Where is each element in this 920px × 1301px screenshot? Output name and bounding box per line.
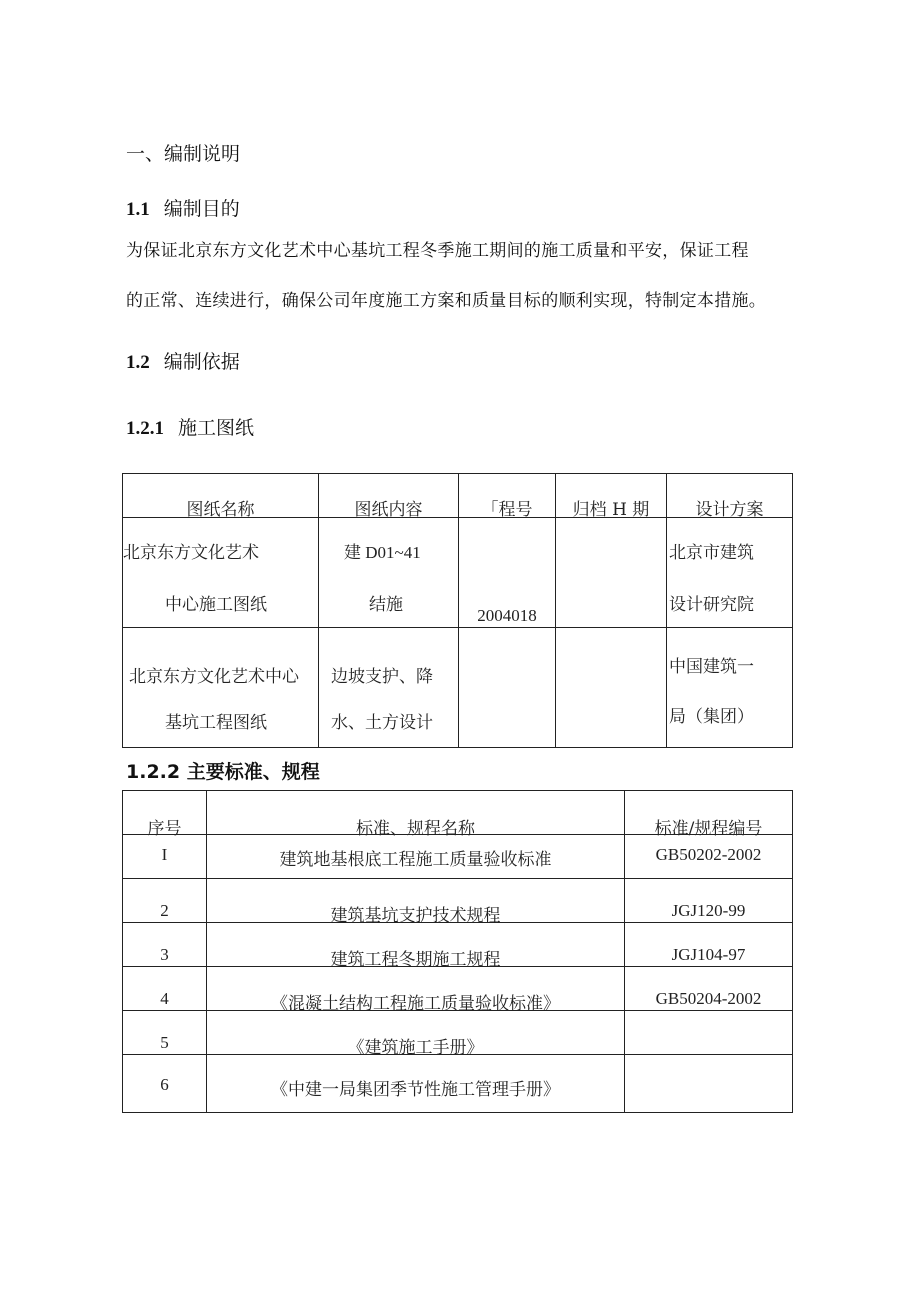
header-cell: 标准/规程编号 xyxy=(625,791,793,835)
section-1-2-heading xyxy=(126,347,240,374)
header-cell: 设计方案 xyxy=(667,474,793,518)
archive-date-cell xyxy=(556,628,667,748)
row-number-cell: I xyxy=(123,835,207,879)
section-title: 编制目的 xyxy=(163,198,240,220)
table-row xyxy=(123,967,793,1011)
table-row xyxy=(123,1055,793,1113)
standards-table xyxy=(122,790,793,1113)
row-number-cell: 5 xyxy=(123,1011,207,1055)
drawing-content-cell: 建 D01~41 结施 xyxy=(319,518,459,628)
header-cell: 序号 xyxy=(123,791,207,835)
project-number-cell xyxy=(459,628,556,748)
designer-cell: 北京市建筑 设计研究院 xyxy=(667,518,793,628)
standard-name-cell: 《中建一局集团季节性施工管理手册》 xyxy=(207,1055,625,1113)
standard-code-cell: GB50202-2002 xyxy=(625,835,793,879)
standard-code-cell: GB50204-2002 xyxy=(625,967,793,1011)
table-row xyxy=(123,518,793,628)
section-number: 1.2.1 xyxy=(126,418,164,439)
table-header-row xyxy=(123,474,793,518)
project-number-cell: 2004018 xyxy=(459,518,556,628)
header-cell: 「程号 xyxy=(459,474,556,518)
standard-name-cell: 《混凝土结构工程施工质量验收标准》 xyxy=(207,967,625,1011)
section-1-2-1-heading xyxy=(126,413,254,440)
drawings-table xyxy=(122,473,793,748)
section-number: 1.2 xyxy=(126,352,150,373)
drawing-name-cell: 北京东方文化艺术中心 基坑工程图纸 xyxy=(123,628,319,748)
purpose-line-1: 为保证北京东方文化艺术中心基坑工程冬季施工期间的施工质量和平安，保证工程 xyxy=(126,241,749,261)
row-number-cell: 3 xyxy=(123,923,207,967)
purpose-line-2: 的正常、连续进行，确保公司年度施工方案和质量目标的顺利实现，特制定本措施。 xyxy=(126,291,767,311)
standard-code-cell xyxy=(625,1011,793,1055)
table-row xyxy=(123,879,793,923)
standard-name-cell: 《建筑施工手册》 xyxy=(207,1011,625,1055)
drawing-name-cell: 北京东方文化艺术 中心施工图纸 xyxy=(123,518,319,628)
header-cell: 归档 H 期 xyxy=(556,474,667,518)
standard-name-cell: 建筑工程冬期施工规程 xyxy=(207,923,625,967)
archive-date-cell xyxy=(556,518,667,628)
standard-name-cell: 建筑地基根底工程施工质量验收标准 xyxy=(207,835,625,879)
row-number-cell: 4 xyxy=(123,967,207,1011)
standard-name-cell: 建筑基坑支护技术规程 xyxy=(207,879,625,923)
section-title: 施工图纸 xyxy=(178,417,255,439)
standard-code-cell: JGJ104-97 xyxy=(625,923,793,967)
designer-cell: 中国建筑一 局（集团） xyxy=(667,628,793,748)
table-row xyxy=(123,835,793,879)
header-cell: 标准、规程名称 xyxy=(207,791,625,835)
row-number-cell: 2 xyxy=(123,879,207,923)
heading-1: 一、编制说明 xyxy=(126,143,241,165)
header-cell: 图纸名称 xyxy=(123,474,319,518)
standard-code-cell: JGJ120-99 xyxy=(625,879,793,923)
row-number-cell: 6 xyxy=(123,1055,207,1113)
section-1-2-2-heading: 1.2.2 主要标准、规程 xyxy=(126,761,320,783)
header-cell: 图纸内容 xyxy=(319,474,459,518)
section-number: 1.1 xyxy=(126,199,150,220)
drawing-content-cell: 边坡支护、降 水、土方设计 xyxy=(319,628,459,748)
section-1-1-heading xyxy=(126,194,240,221)
table-row xyxy=(123,1011,793,1055)
standard-code-cell xyxy=(625,1055,793,1113)
table-row xyxy=(123,628,793,748)
section-title: 编制依据 xyxy=(163,351,240,373)
table-header-row xyxy=(123,791,793,835)
table-row xyxy=(123,923,793,967)
